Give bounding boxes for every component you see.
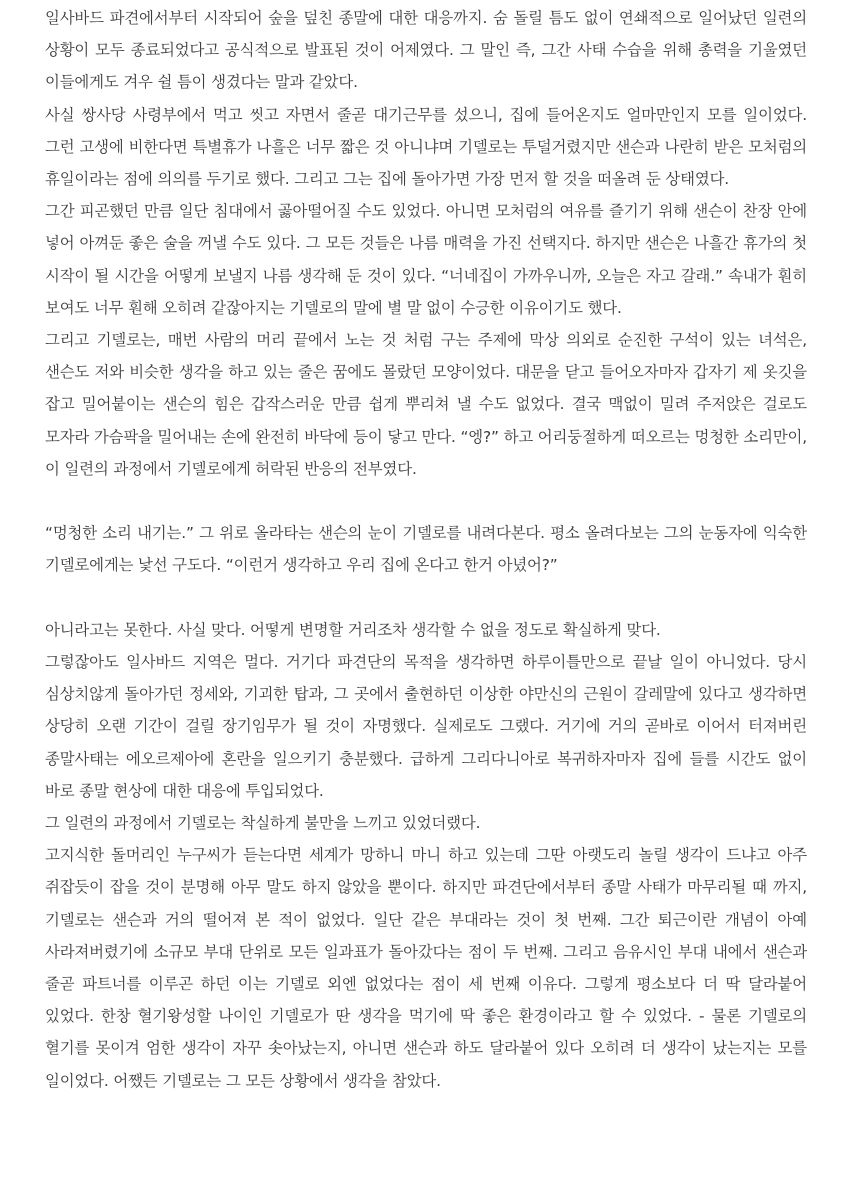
paragraph: 사실 쌍사당 사령부에서 먹고 씻고 자면서 줄곧 대기근무를 섰으니, 집에 들어온지도 얼마만인지 모를 일이었다. 그런 고생에 비한다면 특별휴가 나흘은 너무 짧은 것 아니냐며 기델로는 투덜거렸지만 샌슨과 나란히 받은 모처럼의 휴일이라는 점에 의의를 두기로 했다. 그리고 그는 집에 돌아가면 가장 먼저 할 것을 떠올려 둔 상태였다. <box>45 105 807 189</box>
paragraph: 일사바드 파견에서부터 시작되어 숲을 덮친 종말에 대한 대응까지. 숨 돌릴 틈도 없이 연쇄적으로 일어났던 일련의 상황이 모두 종료되었다고 공식적으로 발표된 것이 어제였다. 그 말인 즉, 그간 사태 수습을 위해 총력을 기울였던 이들에게도 겨우 쉴 틈이 생겼다는 말과 같았다. <box>45 9 807 92</box>
paragraph: 아니라고는 못한다. 사실 맞다. 어떻게 변명할 거리조차 생각할 수 없을 정도로 확실하게 맞다. <box>45 620 661 639</box>
paragraph: “멍청한 소리 내기는.” 그 위로 올라타는 샌슨의 눈이 기델로를 내려다본다. 평소 올려다보는 그의 눈동자에 익숙한 기델로에게는 낯선 구도다. “이런거 생각하고 우리 집에 온다고 한거 아녔어?” <box>45 524 807 575</box>
paragraph: 고지식한 돌머리인 누구씨가 듣는다면 세계가 망하니 마니 하고 있는데 그딴 아랫도리 놀릴 생각이 드냐고 아주 쥐잡듯이 잡을 것이 분명해 아무 말도 하지 않았을 뿐이다. 하지만 파견단에서부터 종말 사태가 마무리될 때 까지, 기델로는 샌슨과 거의 떨어져 본 적이 없었다. 일단 같은 부대라는 것이 첫 번째. 그간 퇴근이란 개념이 아예 사라져버렸기에 소규모 부대 단위로 모든 일과표가 돌아갔다는 점이 두 번째. 그리고 음유시인 부대 내에서 샌슨과 줄곧 파트너를 이루곤 하던 이는 기델로 외엔 없었다는 점이 세 번째 이유다. 그렇게 평소보다 더 딱 달라붙어 있었다. 한창 혈기왕성할 나이인 기델로가 딴 생각을 먹기에 딱 좋은 환경이라고 할 수 있었다. - 물론 기델로의 혈기를 못이겨 엄한 생각이 자꾸 솟아났는지, 아니면 샌슨과 하도 달라붙어 있다 오히려 더 생각이 났는지는 모를 일이었다. 어쨌든 기델로는 그 모든 상황에서 생각을 참았다. <box>45 846 807 1090</box>
paragraph: 그리고 기델로는, 매번 사람의 머리 끝에서 노는 것 처럼 구는 주제에 막상 의외로 순진한 구석이 있는 녀석은, 샌슨도 저와 비슷한 생각을 하고 있는 줄은 꿈에도 몰랐던 모양이었다. 대문을 닫고 들어오자마자 갑자기 제 옷깃을 잡고 밀어붙이는 샌슨의 힘은 갑작스러운 만큼 쉽게 뿌리쳐 낼 수도 없었다. 결국 맥없이 밀려 주저앉은 걸로도 모자라 가슴팍을 밀어내는 손에 완전히 바닥에 등이 닿고 만다. “엥?” 하고 어리둥절하게 떠오르는 멍청한 소리만이, 이 일련의 과정에서 기델로에게 허락된 반응의 전부였다. <box>45 331 807 478</box>
paragraph: 그 일련의 과정에서 기델로는 착실하게 불만을 느끼고 있었더랬다. <box>45 814 481 833</box>
paragraph: 그렇잖아도 일사바드 지역은 멀다. 거기다 파견단의 목적을 생각하면 하루이틀만으로 끝날 일이 아니었다. 당시 심상치않게 돌아가던 정세와, 기괴한 탑과, 그 곳에서 출현하던 이상한 야만신의 근원이 갈레말에 있다고 생각하면 상당히 오랜 기간이 걸릴 장기임무가 될 것이 자명했다. 실제로도 그랬다. 거기에 거의 곧바로 이어서 터져버린 종말사태는 에오르제아에 혼란을 일으키기 충분했다. 급하게 그리다니아로 복귀하자마자 집에 들를 시간도 없이 바로 종말 현상에 대한 대응에 투입되었다. <box>45 653 807 800</box>
story-text <box>45 2 807 1097</box>
paragraph: 그간 피곤했던 만큼 일단 침대에서 곯아떨어질 수도 있었다. 아니면 모처럼의 여유를 즐기기 위해 샌슨이 찬장 안에 넣어 아껴둔 좋은 술을 꺼낼 수도 있다. 그 모든 것들은 나름 매력을 가진 선택지다. 하지만 샌슨은 나흘간 휴가의 첫 시작이 될 시간을 어떻게 보낼지 나름 생각해 둔 것이 있다. “너네집이 가까우니까, 오늘은 자고 갈래.” 속내가 훤히 보여도 너무 훤해 오히려 같잖아지는 기델로의 말에 별 말 없이 수긍한 이유이기도 했다. <box>45 202 807 317</box>
